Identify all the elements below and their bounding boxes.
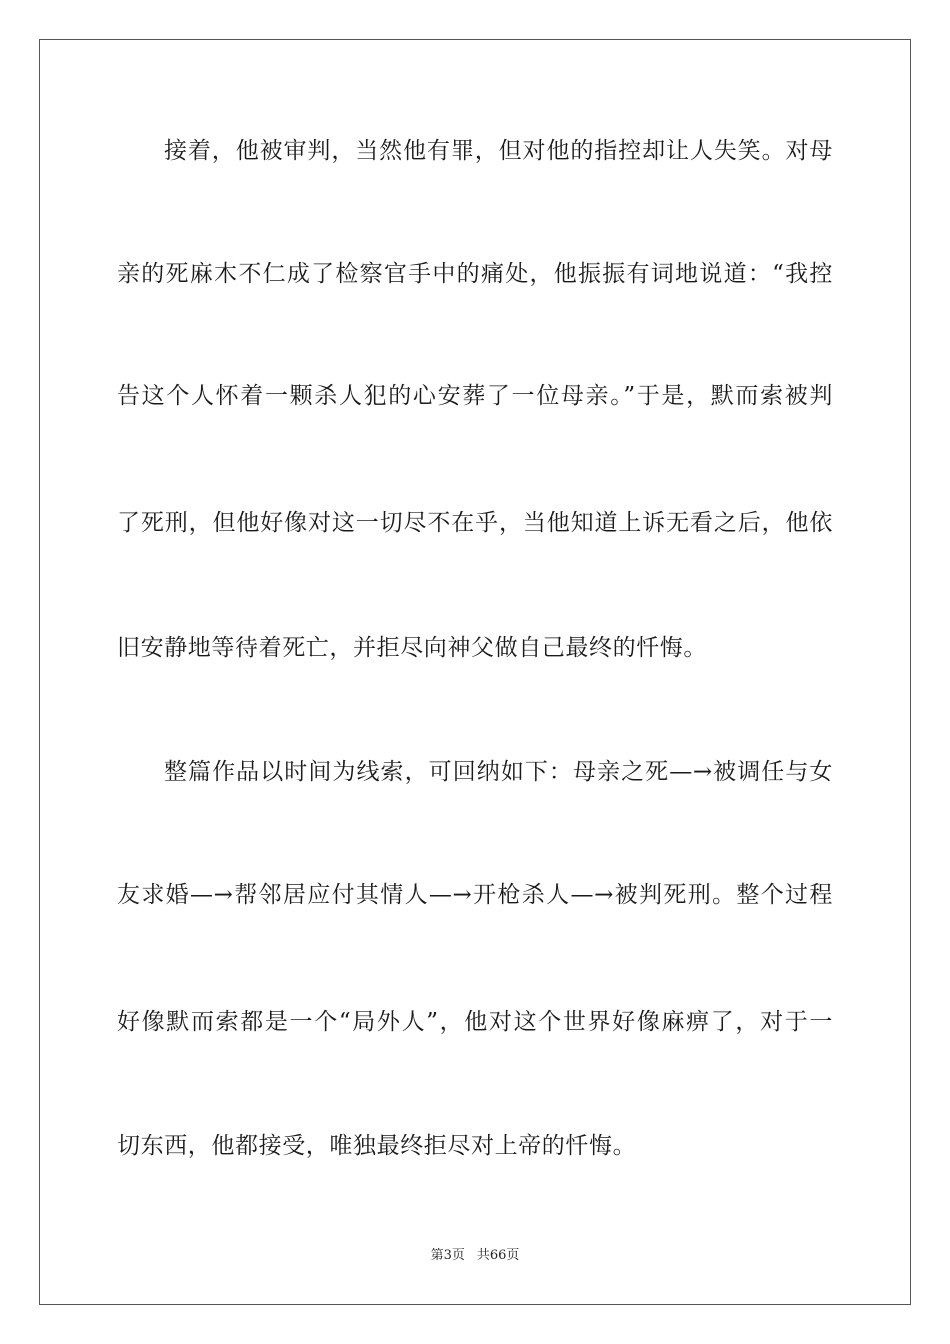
- paragraph-2-line-1: 整篇作品以时间为线索，可回纳如下：母亲之死—→被调任与女: [164, 759, 833, 785]
- paragraph-1-line-4: 了死刑，但他好像对这一切尽不在乎，当他知道上诉无看之后，他依: [117, 510, 833, 536]
- page-footer: [0, 1247, 950, 1265]
- paragraph-1-line-3: 告这个人怀着一颗杀人犯的心安葬了一位母亲。”于是，默而索被判: [117, 383, 833, 409]
- paragraph-1-line-2: 亲的死麻木不仁成了检察官手中的痛处，他振振有词地说道：“我控: [117, 261, 833, 287]
- paragraph-2-line-3: 好像默而索都是一个“局外人”，他对这个世界好像麻痹了，对于一: [117, 1009, 833, 1035]
- page-number: 第3页: [430, 1248, 465, 1263]
- paragraph-2-line-4: 切东西，他都接受，唯独最终拒尽对上帝的忏悔。: [117, 1133, 637, 1159]
- paragraph-1-line-5: 旧安静地等待着死亡，并拒尽向神父做自己最终的忏悔。: [117, 635, 707, 661]
- paragraph-2-line-2: 友求婚—→帮邻居应付其情人—→开枪杀人—→被判死刑。整个过程: [117, 882, 833, 908]
- total-pages: 共66页: [476, 1248, 520, 1263]
- page-frame: [39, 39, 911, 1305]
- paragraph-1-line-1: 接着，他被审判，当然他有罪，但对他的指控却让人失笑。对母: [164, 138, 833, 164]
